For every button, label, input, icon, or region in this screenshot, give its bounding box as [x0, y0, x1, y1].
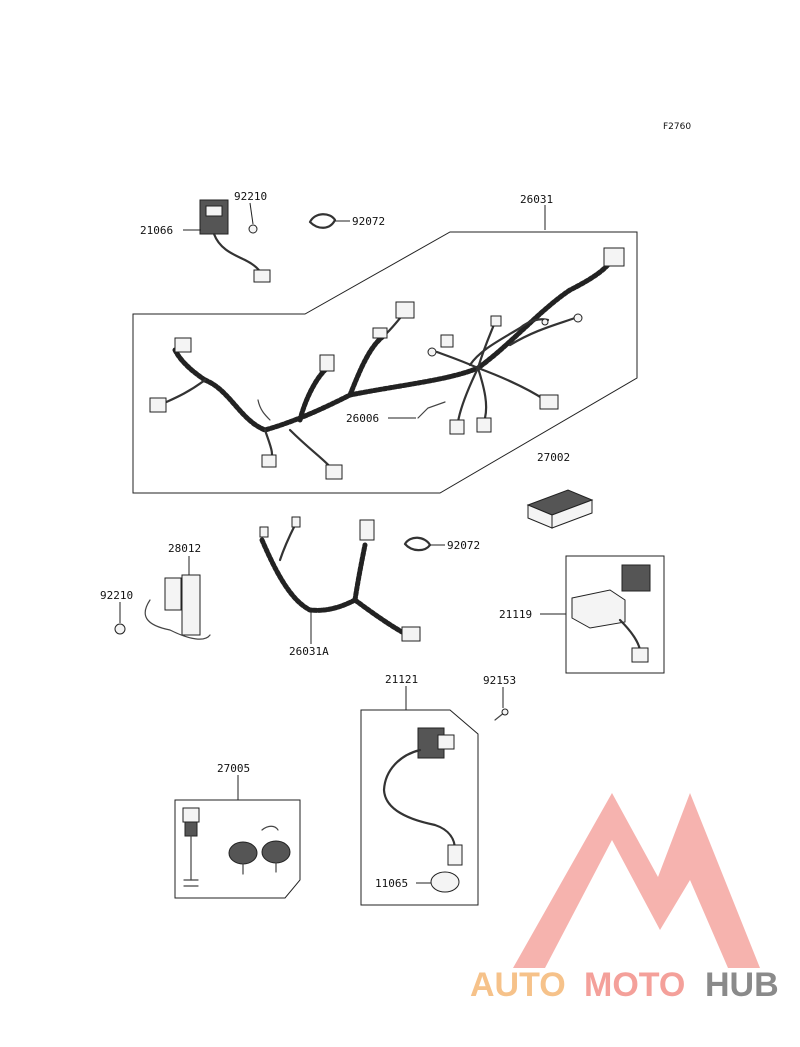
- boot-11065: [431, 872, 459, 892]
- sub-harness-terminal-b: [292, 517, 300, 527]
- horn-left: [229, 842, 257, 864]
- part-21119-wire: [620, 620, 640, 650]
- relay-21066-body: [200, 200, 228, 234]
- part-21119-connector-bottom: [632, 648, 648, 662]
- main-harness-group: [133, 193, 637, 493]
- connector-h: [441, 335, 453, 347]
- part-28012-body-b: [182, 575, 200, 635]
- label-28012: 28012: [168, 542, 202, 555]
- coil-21121-lead: [384, 750, 455, 850]
- harness-branch-right: [478, 368, 545, 400]
- clamp-92072-b-group: [405, 538, 480, 552]
- label-92210-a: 92210: [234, 190, 268, 203]
- harness-branch-down-b: [290, 430, 333, 470]
- part-21119-group: [499, 556, 664, 673]
- horn-switch-terminals: [184, 880, 198, 886]
- sub-harness-26031A-group: [260, 517, 420, 658]
- clamp-92072-a: [310, 214, 335, 228]
- label-11065: 11065: [375, 877, 409, 890]
- label-21066: 21066: [140, 224, 174, 237]
- bolt-92153-group: [483, 674, 516, 720]
- watermark-logo-icon: [513, 793, 760, 968]
- part-21119-body: [572, 590, 625, 628]
- label-92072-b: 92072: [447, 539, 481, 552]
- clamp-92072-b: [405, 538, 430, 550]
- label-26006: 26006: [346, 412, 380, 425]
- connector-e: [373, 328, 387, 338]
- connector-a: [175, 338, 191, 352]
- coil-21121-terminal: [438, 735, 454, 749]
- sub-harness-connector-a: [360, 520, 374, 540]
- ring-terminal-c: [542, 319, 548, 325]
- label-27002: 27002: [537, 451, 571, 464]
- ring-terminal-b: [574, 314, 582, 322]
- nut-92210-b: [115, 624, 125, 634]
- harness-branch-mid-down-b: [478, 368, 486, 418]
- harness-branch-left-lower: [160, 380, 205, 405]
- harness-small-lead: [258, 400, 270, 420]
- sub-harness-branch-up: [355, 545, 365, 600]
- figure-reference: F2760: [663, 122, 692, 132]
- watermark-moto: MOTO: [584, 966, 686, 1004]
- bolt-92153-head: [502, 709, 508, 715]
- harness-branch-left: [175, 350, 205, 380]
- sub-harness-branch-right: [355, 600, 402, 632]
- connector-g: [326, 465, 342, 479]
- label-27005: 27005: [217, 762, 251, 775]
- connector-c: [320, 355, 334, 371]
- sub-harness-terminal-a: [260, 527, 268, 537]
- label-92072-a: 92072: [352, 215, 386, 228]
- connector-b: [150, 398, 166, 412]
- relay-21066-top: [206, 206, 222, 216]
- part-21121-group: [361, 673, 478, 905]
- label-21119: 21119: [499, 608, 533, 621]
- label-21121: 21121: [385, 673, 419, 686]
- part-28012-group: [100, 542, 210, 639]
- clamp-92072-a-group: [310, 214, 385, 228]
- watermark-auto: AUTO: [470, 966, 566, 1004]
- part-26006-clip: [418, 402, 445, 418]
- harness-branch-up-b: [350, 335, 385, 395]
- part-27005-group: [175, 762, 300, 898]
- sub-harness-trunk: [262, 540, 355, 610]
- leader-92210-a: [250, 203, 253, 224]
- part-28012-body-a: [165, 578, 181, 610]
- label-92210-b: 92210: [100, 589, 134, 602]
- horn-switch-cap: [183, 808, 199, 822]
- nut-92210-a: [249, 225, 257, 233]
- connector-f: [262, 455, 276, 467]
- watermark-hub: HUB: [705, 966, 779, 1004]
- part-27002-group: [528, 451, 592, 528]
- connector-i: [450, 420, 464, 434]
- relay-21066-connector: [254, 270, 270, 282]
- label-26031A: 26031A: [289, 645, 329, 658]
- ring-terminal-a: [428, 348, 436, 356]
- horn-switch-body: [185, 822, 197, 836]
- label-92153: 92153: [483, 674, 517, 687]
- sub-harness-connector-b: [402, 627, 420, 641]
- relay-21066-wire: [214, 234, 262, 275]
- connector-l: [491, 316, 501, 326]
- label-26031: 26031: [520, 193, 554, 206]
- watermark-text: [470, 966, 779, 1004]
- harness-branch-mid-left: [437, 352, 478, 368]
- horn-right: [262, 841, 290, 863]
- spark-plug-cap: [448, 845, 462, 865]
- connector-m: [604, 248, 624, 266]
- connector-k: [540, 395, 558, 409]
- sub-harness-lead: [280, 525, 295, 560]
- part-21119-connector-top: [622, 565, 650, 591]
- connector-j: [477, 418, 491, 432]
- connector-d: [396, 302, 414, 318]
- relay-21066-group: [140, 190, 270, 282]
